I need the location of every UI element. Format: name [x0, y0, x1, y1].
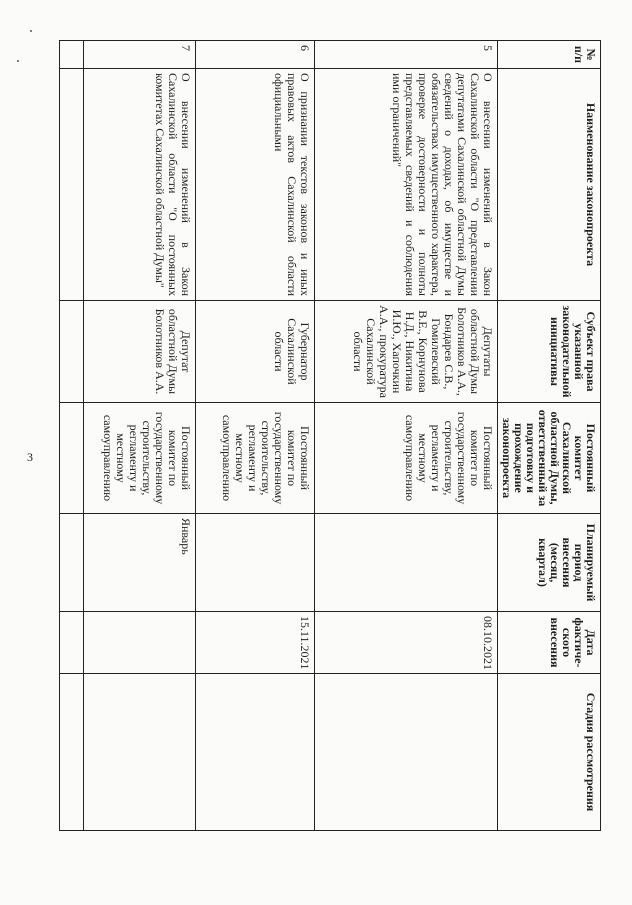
- header-committee: Постоянный комитет Сахалинской областной Думы, ответственный за подготовку и прохождение законопроекта: [498, 403, 601, 514]
- review-stage: [315, 674, 498, 831]
- review-stage: [84, 674, 196, 831]
- initiative-subject: Депутат областной Думы Болотников А.А.: [84, 301, 196, 403]
- planned-period: [315, 514, 498, 612]
- scan-speck: [30, 30, 32, 32]
- responsible-committee: Постоянный комитет по государственному строительству, регламенту и местному самоуправлению: [315, 403, 498, 514]
- row-number: 5: [315, 41, 498, 69]
- empty-cell: [60, 514, 84, 612]
- planned-period: [196, 514, 315, 612]
- responsible-committee: Постоянный комитет по государственному строительству, регламенту и местному самоуправлению: [196, 403, 315, 514]
- empty-cell: [60, 41, 84, 69]
- actual-date: 08.10.2021: [315, 612, 498, 674]
- header-number: № п/п: [498, 41, 601, 69]
- row-number: 7: [84, 41, 196, 69]
- table-row: [84, 41, 196, 831]
- scan-speck: [17, 60, 19, 62]
- empty-cell: [60, 674, 84, 831]
- empty-cell: [60, 69, 84, 301]
- bills-table: [59, 40, 601, 831]
- initiative-subject: Губернатор Сахалинской области: [196, 301, 315, 403]
- header-actual-date: Дата фактиче-ского внесения: [498, 612, 601, 674]
- empty-cell: [60, 403, 84, 514]
- review-stage: [196, 674, 315, 831]
- table-header-row: [498, 41, 601, 831]
- table-row: [315, 41, 498, 831]
- page-number: 3: [27, 450, 33, 464]
- table-row: [196, 41, 315, 831]
- row-number: 6: [196, 41, 315, 69]
- empty-cell: [60, 301, 84, 403]
- empty-cell: [60, 612, 84, 674]
- header-planned-period: Планируемый период внесения (месяц, квартал): [498, 514, 601, 612]
- bill-name: О внесении изменений в Закон Сахалинской области "О представлении депутатами Сахалинской областной Думы сведений о доходах, об имуществе и обязательствах имущественного характера, проверке достоверности и полноты представляемых сведений и соблюдения ими ограничений": [315, 69, 498, 301]
- rotated-table-wrapper: [59, 40, 601, 830]
- planned-period: Январь: [84, 514, 196, 612]
- header-initiative-subject: Субъект права указанной законодательной инициативы: [498, 301, 601, 403]
- header-stage: Стадия рассмотрения: [498, 674, 601, 831]
- actual-date: 15.11.2021: [196, 612, 315, 674]
- bill-name: О признании текстов законов и иных правовых актов Сахалинской области официальными: [196, 69, 315, 301]
- initiative-subject: Депутаты областной Думы Болотников А.А., Бондарев С.В., Гомилевский В.Е., Корнунова Н.Д., Никитина И.Ю., Хапочкин А.А., прокуратура Сахалинской области: [315, 301, 498, 403]
- actual-date: [84, 612, 196, 674]
- bill-name: О внесении изменений в Закон Сахалинской области "О постоянных комитетах Сахалинской областной Думы": [84, 69, 196, 301]
- table-row-continuation: [60, 41, 84, 831]
- header-bill-name: Наименование законопроекта: [498, 69, 601, 301]
- responsible-committee: Постоянный комитет по государственному строительству, регламенту и местному самоуправлению: [84, 403, 196, 514]
